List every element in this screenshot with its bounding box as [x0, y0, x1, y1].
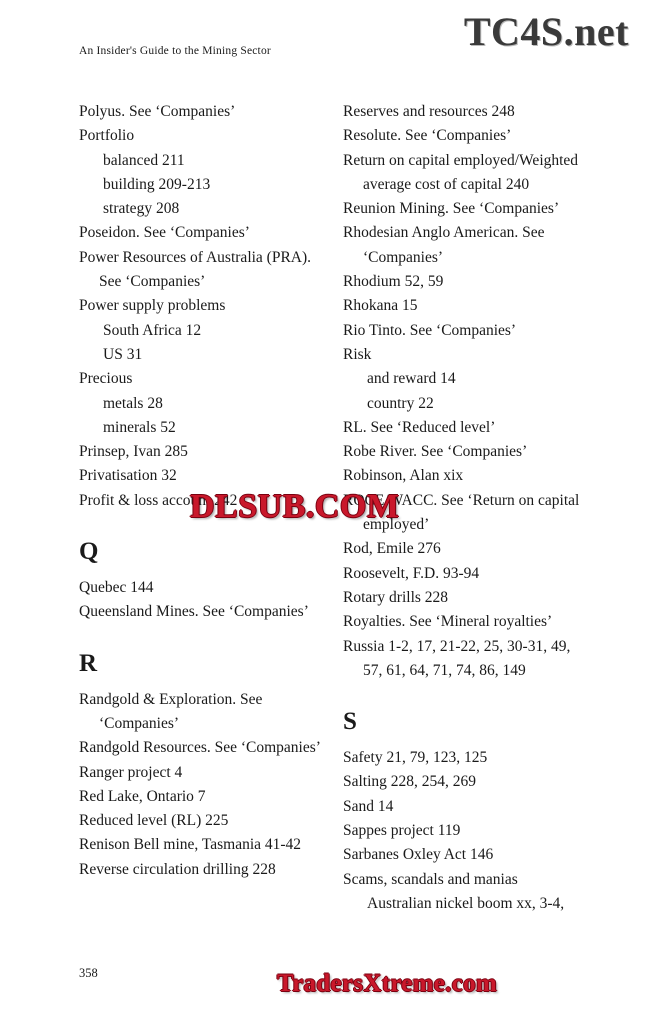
index-entry: Red Lake, Ontario 7 — [79, 787, 206, 805]
watermark-top: TC4S.net — [463, 9, 629, 54]
index-subentry: and reward 14 — [367, 370, 456, 388]
index-entry: Randgold Resources. See ‘Companies’ — [79, 739, 321, 757]
index-letter-heading: R — [79, 649, 98, 677]
index-letter-heading: S — [343, 708, 357, 736]
index-entry: Polyus. See ‘Companies’ — [79, 103, 236, 120]
index-entry: Portfolio — [79, 127, 135, 145]
index-entry: Privatisation 32 — [79, 467, 177, 485]
index-entry: Rotary drills 228 — [343, 588, 449, 606]
page-number: 358 — [79, 966, 98, 980]
spacer — [343, 734, 588, 746]
index-entry: Prinsep, Ivan 285 — [79, 443, 188, 461]
index-letter-heading: Q — [79, 538, 99, 566]
index-entry: Queensland Mines. See ‘Companies’ — [79, 603, 309, 621]
index-entry: Sappes project 119 — [343, 822, 461, 840]
index-entry: Reunion Mining. See ‘Companies’ — [343, 200, 560, 218]
index-entry: Power Resources of Australia (PRA). See ‘Companies’ — [79, 248, 312, 291]
index-entry: Renison Bell mine, Tasmania 41-42 — [79, 836, 302, 854]
watermark-bottom: TradersXtreme.com — [277, 970, 498, 997]
index-subentry: metals 28 — [103, 394, 163, 412]
index-subentry: country 22 — [367, 394, 434, 412]
index-entry: Profit & loss account 242 — [79, 491, 238, 509]
index-entry: Robe River. See ‘Companies’ — [343, 443, 528, 461]
index-entry: Rod, Emile 276 — [343, 540, 441, 558]
index-entry: Quebec 144 — [79, 579, 154, 597]
index-entry: RL. See ‘Reduced level’ — [343, 418, 496, 436]
index-subentry: minerals 52 — [103, 418, 176, 436]
index-entry: Return on capital employed/Weighted average cost of capital 240 — [343, 151, 579, 193]
index-entry: Royalties. See ‘Mineral royalties’ — [343, 613, 553, 631]
index-entry: Power supply problems — [79, 297, 226, 315]
index-entry: Salting 228, 254, 269 — [343, 773, 477, 791]
index-entry: Sarbanes Oxley Act 146 — [343, 846, 494, 864]
index-entry: Reverse circulation drilling 228 — [79, 860, 276, 878]
index-entry: Rio Tinto. See ‘Companies’ — [343, 321, 517, 339]
spacer — [79, 625, 324, 651]
index-subentry: balanced 211 — [103, 151, 185, 169]
spacer — [79, 564, 324, 576]
index-entry: Sand 14 — [343, 797, 394, 815]
index-entry: Risk — [343, 345, 372, 363]
index-entry: Reduced level (RL) 225 — [79, 812, 229, 830]
spacer — [79, 676, 324, 688]
watermark-middle: DLSUB.COM — [190, 488, 400, 525]
index-subentry: South Africa 12 — [103, 321, 202, 339]
index-entry: Resolute. See ‘Companies’ — [343, 127, 512, 145]
index-subentry: building 209-213 — [103, 175, 211, 193]
index-entry: Ranger project 4 — [79, 763, 183, 781]
index-entry: Rhodium 52, 59 — [343, 273, 444, 291]
index-entry: ROCE/WACC. See ‘Return on capital employed’ — [343, 491, 580, 534]
index-entry: Roosevelt, F.D. 93-94 — [343, 564, 480, 582]
index-subentry: strategy 208 — [103, 200, 180, 218]
index-entry: Rhokana 15 — [343, 297, 418, 315]
index-entry: Robinson, Alan xix — [343, 467, 464, 485]
index-entry: Reserves and resources 248 — [343, 103, 515, 120]
index-entry: Precious — [79, 370, 133, 388]
index-subentry: US 31 — [103, 345, 143, 363]
index-entry: Russia 1-2, 17, 21-22, 25, 30-31, 49, 57, 61, 64, 71, 74, 86, 149 — [343, 637, 571, 679]
running-head: An Insider's Guide to the Mining Sector — [79, 45, 271, 57]
index-entry: Poseidon. See ‘Companies’ — [79, 224, 250, 242]
index-entry: Rhodesian Anglo American. See ‘Companies’ — [343, 224, 545, 266]
index-entry: Randgold & Exploration. See ‘Companies’ — [79, 690, 263, 732]
index-entry: Scams, scandals and manias — [343, 870, 518, 888]
spacer — [343, 683, 588, 709]
index-entry: Safety 21, 79, 123, 125 — [343, 749, 488, 767]
index-subentry: Australian nickel boom xx, 3-4, — [367, 894, 565, 912]
